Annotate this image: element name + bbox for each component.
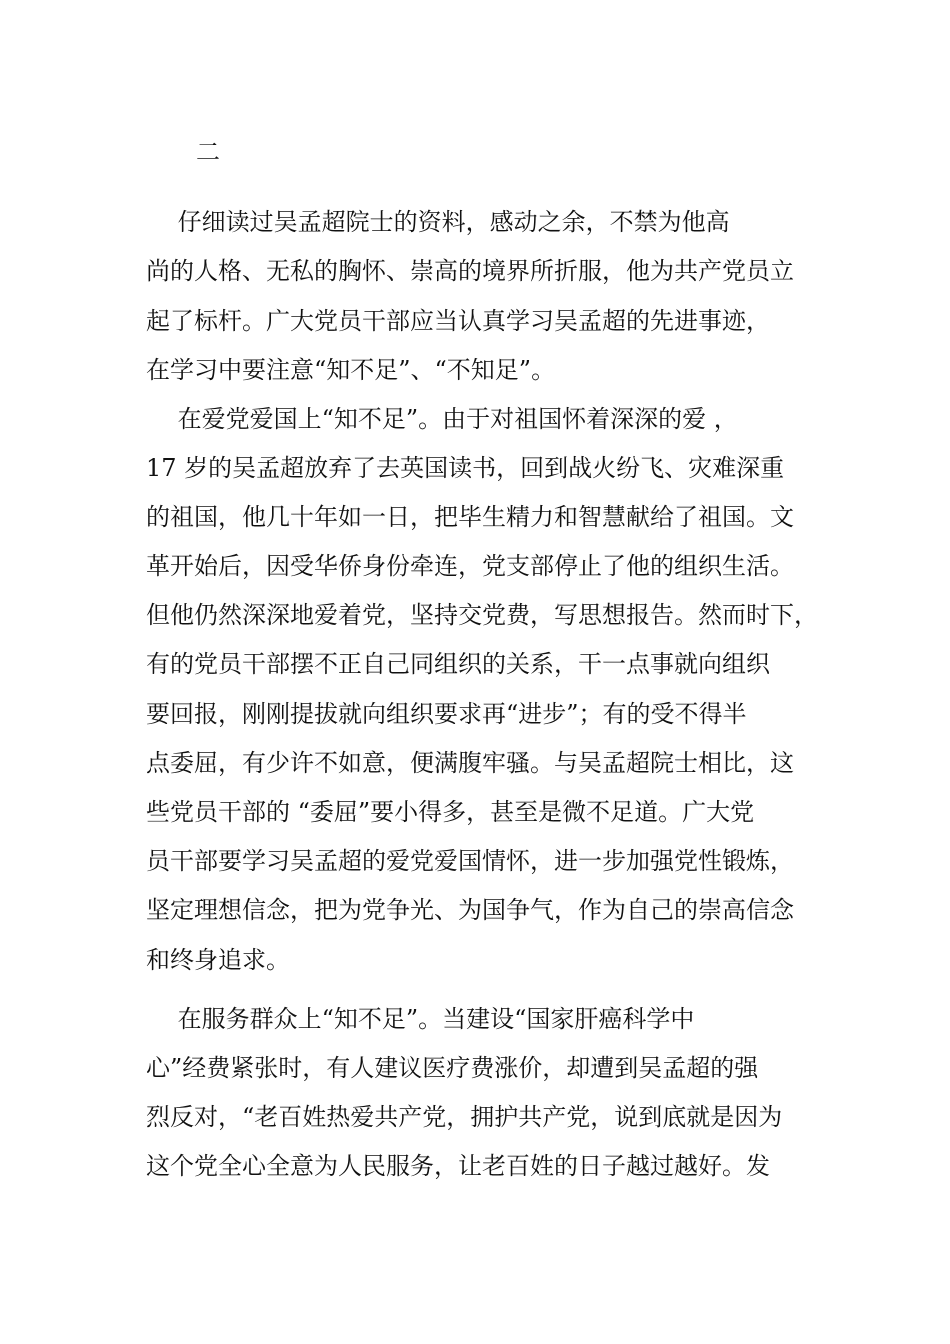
body-line-8: 革开始后，因受华侨身份牵连，党支部停止了他的组织生活。	[146, 552, 794, 580]
body-line-7: 的祖国，他几十年如一日，把毕生精力和智慧献给了祖国。文	[146, 503, 794, 531]
body-line-20: 这个党全心全意为人民服务，让老百姓的日子越过越好。发	[146, 1152, 770, 1180]
body-line-1: 仔细读过吴孟超院士的资料，感动之余，不禁为他高	[146, 208, 730, 236]
body-line-17: 在服务群众上“知不足”。当建设“国家肝癌科学中	[146, 1005, 695, 1033]
section-number: 二	[196, 138, 220, 166]
body-line-10: 有的党员干部摆不正自己同组织的关系，干一点事就向组织	[146, 650, 770, 678]
body-line-6: 17 岁的吴孟超放弃了去英国读书，回到战火纷飞、灾难深重	[146, 454, 785, 482]
body-line-3: 起了标杆。广大党员干部应当认真学习吴孟超的先进事迹，	[146, 307, 770, 335]
body-line-18: 心”经费紧张时，有人建议医疗费涨价，却遭到吴孟超的强	[146, 1054, 759, 1082]
body-line-12: 点委屈，有少许不如意，便满腹牢骚。与吴孟超院士相比，这	[146, 749, 794, 777]
body-line-15: 坚定理想信念，把为党争光、为国争气，作为自己的崇高信念	[146, 896, 794, 924]
body-line-16: 和终身追求。	[146, 946, 290, 974]
body-line-14: 员干部要学习吴孟超的爱党爱国情怀，进一步加强党性锻炼，	[146, 847, 794, 875]
body-line-5: 在爱党爱国上“知不足”。由于对祖国怀着深深的爱 ，	[146, 405, 738, 433]
body-line-4: 在学习中要注意“知不足”、“不知足”。	[146, 356, 556, 384]
body-line-13: 些党员干部的 “委屈”要小得多，甚至是微不足道。广大党	[146, 798, 755, 826]
body-line-19: 烈反对，“老百姓热爱共产党，拥护共产党，说到底就是因为	[146, 1103, 783, 1131]
body-line-11: 要回报，刚刚提拔就向组织要求再“进步”；有的受不得半	[146, 700, 747, 728]
body-line-2: 尚的人格、无私的胸怀、崇高的境界所折服，他为共产党员立	[146, 257, 794, 285]
body-line-9: 但他仍然深深地爱着党，坚持交党费，写思想报告。然而时下，	[146, 601, 818, 629]
